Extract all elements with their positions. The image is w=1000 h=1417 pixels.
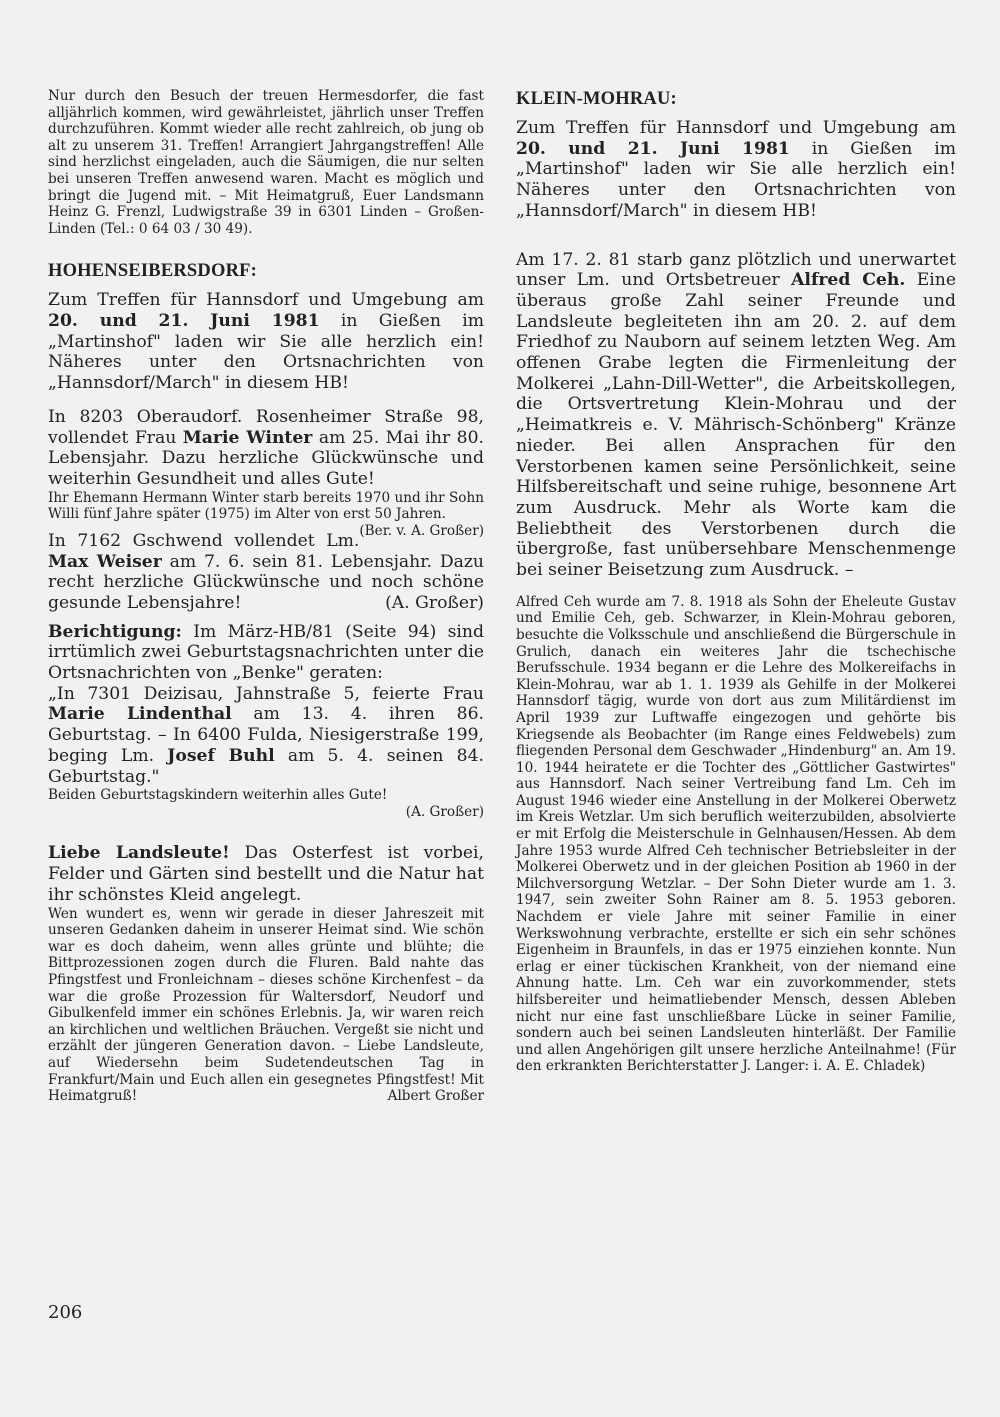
meeting-date: 20. und 21. Juni 1981 xyxy=(516,138,790,159)
birthday-weiser xyxy=(48,531,484,614)
quote-text: „In 7301 Deizisau, Jahnstraße 5, feierte Frau xyxy=(48,683,484,704)
winter-note xyxy=(48,489,484,539)
correction-wish: Beiden Geburtstagskindern weiterhin alles Gute! xyxy=(48,787,388,804)
person-name: Alfred Ceh. xyxy=(791,270,906,291)
biography: Alfred Ceh wurde am 7. 8. 1918 als Sohn der Eheleute Gustav und Emilie Ceh, geb. Schwarzer, in Klein-Mohrau geboren, besuchte die Volksschule und anschließend die Bürgerschule in Grulich, danach ein weiteres Jahr die tschechische Berufsschule. 1934 begann er die Lehre des Molkereifachs in Klein-Mohrau, war ab 1. 1. 1939 als Gehilfe in der Molkerei Hannsdorf tägig, wurde von dort aus zum Militärdienst im April 1939 zur Luftwaffe eingezogen und gehörte bis Kriegsende als Beobachter (im Range eines Feldwebels) zum fliegenden Personal dem Geschwader „Hindenburg" an. Am 19. 10. 1944 heiratete er die Tochter des „Göttlicher Gastwirtes" aus Hannsdorf. Nach seiner Vertreibung fand Lm. Ceh im August 1946 wieder eine Anstellung in der Molkerei Oberwetz im Kreis Wetzlar. Um sich beruflich weiterzubilden, absolvierte er mit Erfolg die Meisterschule in Gelnhausen/Hessen. Ab dem Jahre 1953 wurde Alfred Ceh technischer Betriebsleiter in der Molkerei Oberwetz und in der gleichen Position ab 1960 in der Milchversorgung Wetzlar. – Der Sohn Dieter wurde am 1. 3. 1947, sein zweiter Sohn Rainer am 8. 5. 1953 geboren. Nachdem er viele Jahre mit seiner Familie in einer Werkswohnung verbrachte, erstellte er sich ein sehr schönes Eigenheim in Braunfels, in das er 1975 einziehen konnte. Nun erlag er einer tückischen Krankheit, von der niemand eine Ahnung hatte. Lm. Ceh war ein zuvorkommender, stets hilfsbereiter und heimatliebender Mensch, dessen Ableben nicht nur eine fast unschließbare Lücke in seiner Familie, sondern auch bei seinen Landsleuten hinterläßt. Der Familie und allen Angehörigen gilt unsere herzliche Anteilnahme! (Für den erkrankten Berichterstatter J. Langer: i. A. E. Chladek) xyxy=(516,593,956,1075)
section-heading-hohenseibersdorf: HOHENSEIBERSDORF: xyxy=(48,261,257,282)
right-column xyxy=(516,88,956,1075)
birthday-text: am 25. Mai ihr 80. Lebensjahr. Dazu herzliche Glückwünsche und weiterhin Gesundheit und alles Gute! xyxy=(48,427,485,489)
hermesdorf-intro: Nur durch den Besuch der treuen Hermesdorfer, die fast alljährlich kommen, wird gewährleistet, jährlich unser Treffen durchzuführen. Kommt wieder alle recht zahlreich, ob jung ob alt zu unserem 31. Treffen! Arrangiert Jahrgangstreffen! Alle sind herzlichst eingeladen, auch die Säumigen, die nur selten bei unseren Treffen anwesend waren. Macht es möglich und bringt die Jugend mit. – Mit Heimatgruß, Euer Landsmann Heinz G. Frenzl, Ludwigstraße 39 in 6301 Linden – Großen-Linden (Tel.: 0 64 03 / 30 49). xyxy=(48,88,484,237)
greeting-body xyxy=(48,906,484,1105)
quote-text: am 5. 4. seinen 84. Geburtstag." xyxy=(48,745,484,787)
greeting-text: Das Osterfest ist vorbei, Felder und Gärten sind bestellt und die Natur hat ihr schönstes Kleid angelegt. xyxy=(48,843,484,905)
page-number: 206 xyxy=(48,1302,83,1323)
greeting-lead xyxy=(48,843,484,905)
author-credit: (Ber. v. A. Großer) xyxy=(359,522,484,539)
correction-label: Berichtigung: xyxy=(48,621,182,642)
person-name: Max Weiser xyxy=(48,551,162,572)
correction-notice xyxy=(48,622,484,684)
birthday-winter xyxy=(48,407,484,490)
correction-quote xyxy=(48,684,484,788)
author-credit: (A. Großer) xyxy=(405,803,484,820)
birthday-text: In 7162 Gschwend vollendet Lm. xyxy=(48,530,360,551)
birthday-text: am 7. 6. sein 81. Lebensjahr. Dazu recht herzliche Glückwünsche und noch schöne gesunde Lebensjahre! xyxy=(48,551,484,613)
author-credit: (A. Großer) xyxy=(385,592,484,613)
meeting-announcement-left xyxy=(48,290,484,394)
signature: Albert Großer xyxy=(387,1088,484,1105)
left-column xyxy=(48,88,484,1105)
obituary-text: Eine überaus große Zahl seiner Freunde und Landsleute begleiteten ihn am 20. 2. auf dem Friedhof zu Nauborn auf seinem letzten Weg. Am offenen Grabe legten die Firmenleitung der Molkerei „Lahn-Dill-Wetter", die Arbeitskollegen, die Ortsvertretung Klein-Mohrau und der „Heimatkreis e. V. Mährisch-Schönberg" Kränze nieder. Bei allen Ansprachen für den Verstorbenen kamen seine Persönlichkeit, seine Hilfsbereitschaft und seine ruhige, besonnene Art zum Ausdruck. Mehr als Worte kam die Beliebtheit des Verstorbenen durch die übergroße, fast unübersehbare Menschenmenge bei seiner Beisetzung zum Ausdruck. – xyxy=(516,270,956,581)
obituary xyxy=(516,250,956,581)
greeting-label: Liebe Landsleute! xyxy=(48,843,230,864)
meeting-text: in Gießen im „Martinshof" laden wir Sie alle herzlich ein! Näheres unter den Ortsnachrichten von „Hannsdorf/March" in diesem HB! xyxy=(48,311,484,394)
section-heading-klein-mohrau: KLEIN-MOHRAU: xyxy=(516,89,677,109)
obituary-text: Am 17. 2. 81 starb ganz plötzlich und unerwartet unser Lm. und Ortsbetreuer xyxy=(516,249,956,291)
birthday-text: In 8203 Oberaudorf. Rosenheimer Straße 98, vollendet Frau xyxy=(48,406,484,448)
greeting-body-text: Wen wundert es, wenn wir gerade in dieser Jahreszeit mit unseren Gedanken daheim in unserer Heimat sind. Wie schön war es doch daheim, wenn alles grünte und blühte; die Bittprozessionen zogen durch die Fluren. Bald nahte das Pfingstfest und Fronleichnam – dieses schöne Kirchenfest – da war die große Prozession für Waltersdorf, Neudorf und Gibulkenfeld immer ein schönes Erlebnis. Ja, wir waren reich an kirchlichen und weltlichen Bräuchen. Vergeßt sie nicht und erzählt der jüngeren Generation davon. – Liebe Landsleute, auf Wiedersehn beim Sudetendeutschen Tag in Frankfurt/Main und Euch allen ein gesegnetes Pfingstfest! Mit Heimatgruß! xyxy=(48,905,484,1105)
person-name: Josef Buhl xyxy=(167,745,275,766)
meeting-date: 20. und 21. Juni 1981 xyxy=(48,311,320,332)
person-name: Marie Winter xyxy=(182,427,313,448)
person-name: Marie Lindenthal xyxy=(48,704,232,725)
note-text: Ihr Ehemann Hermann Winter starb bereits 1970 und ihr Sohn Willi fünf Jahre später (1975) im Alter von erst 50 Jahren. xyxy=(48,489,484,523)
meeting-text: in Gießen im „Martinshof" laden wir Sie alle herzlich ein! Näheres unter den Ortsnachrichten von „Hannsdorf/March" in diesem HB! xyxy=(516,138,956,221)
meeting-text: Zum Treffen für Hannsdorf und Umgebung am xyxy=(48,290,484,311)
meeting-text: Zum Treffen für Hannsdorf und Umgebung am xyxy=(516,118,956,138)
meeting-announcement-right xyxy=(516,118,956,222)
correction-text: Im März-HB/81 (Seite 94) sind irrtümlich zwei Geburtstagsnachrichten unter die Ortsnachrichten von „Benke" geraten: xyxy=(48,621,484,684)
quote-text: am 13. 4. ihren 86. Geburtstag. – In 6400 Fulda, Niesigerstraße 199, beging Lm. xyxy=(48,704,485,766)
